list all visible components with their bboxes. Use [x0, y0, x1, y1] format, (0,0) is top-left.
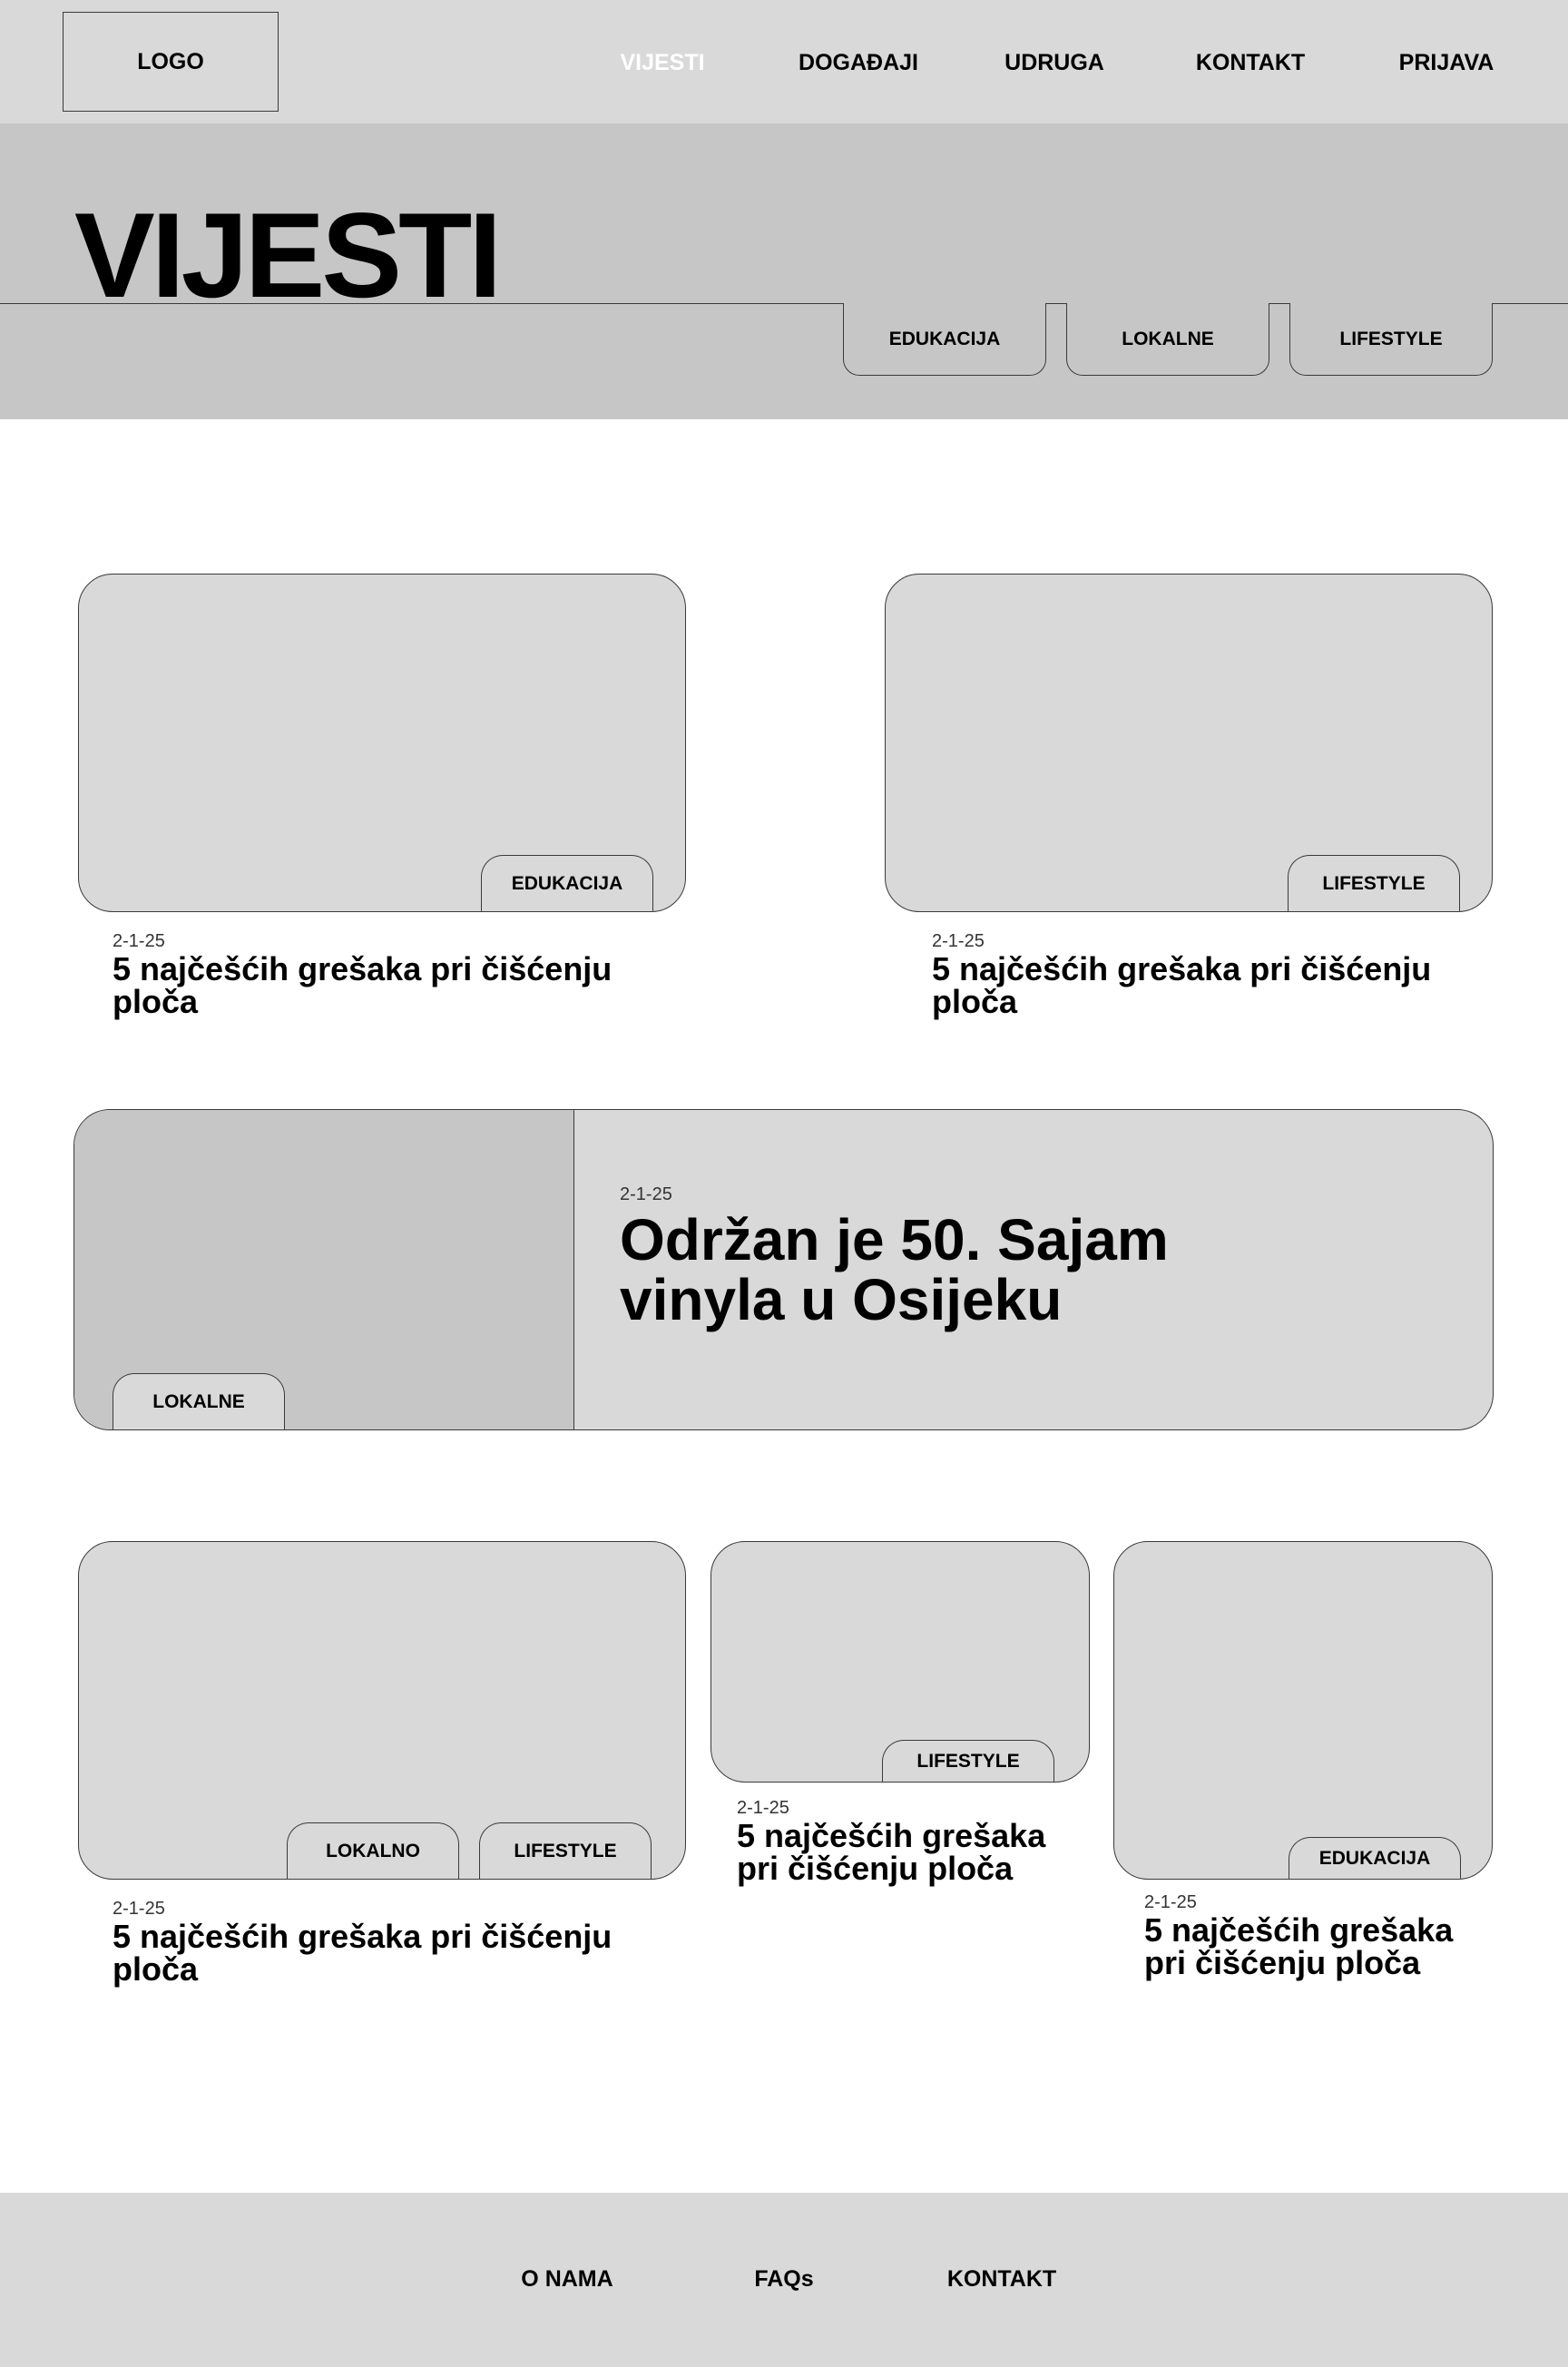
article-title[interactable]: 5 najčešćih grešaka pri čišćenju ploča — [113, 1918, 612, 1988]
nav-prijava[interactable]: PRIJAVA — [1398, 50, 1494, 75]
footer-link-kontakt[interactable]: KONTAKT — [946, 2266, 1057, 2292]
page-title: VIJESTI — [74, 189, 499, 323]
article-image[interactable] — [885, 574, 1493, 912]
tag-lokalne[interactable]: LOKALNE — [113, 1373, 285, 1429]
article-image[interactable] — [710, 1541, 1090, 1783]
article-title[interactable]: 5 najčešćih grešaka pri čišćenju ploča — [932, 950, 1432, 1020]
nav-dogadaji[interactable]: DOGAĐAJI — [799, 50, 918, 75]
article-date: 2-1-25 — [1144, 1892, 1197, 1912]
nav-udruga[interactable]: UDRUGA — [1004, 50, 1104, 75]
featured-article[interactable] — [74, 1109, 1494, 1430]
featured-date: 2-1-25 — [620, 1184, 672, 1204]
tag-edukacija[interactable]: EDUKACIJA — [481, 855, 653, 911]
article-image[interactable] — [1113, 1541, 1493, 1880]
tag-edukacija[interactable]: EDUKACIJA — [1289, 1837, 1461, 1879]
footer-link-faqs[interactable]: FAQs — [754, 2266, 814, 2292]
logo[interactable]: LOGO — [63, 12, 279, 112]
article-title[interactable]: 5 najčešćih grešaka pri čišćenju ploča — [1144, 1911, 1454, 1981]
article-date: 2-1-25 — [113, 931, 165, 951]
article-title[interactable]: 5 najčešćih grešaka pri čišćenju ploča — [113, 950, 612, 1020]
article-date: 2-1-25 — [932, 931, 985, 951]
footer-link-o-nama[interactable]: O NAMA — [521, 2266, 613, 2292]
article-title[interactable]: 5 najčešćih grešaka pri čišćenju ploča — [737, 1817, 1046, 1887]
article-date: 2-1-25 — [737, 1798, 789, 1818]
featured-image — [74, 1110, 574, 1429]
featured-title[interactable]: Održan je 50. Sajam vinyla u Osijeku — [620, 1207, 1169, 1332]
article-image[interactable] — [78, 574, 686, 912]
nav-kontakt[interactable]: KONTAKT — [1195, 50, 1306, 75]
filter-lokalne[interactable]: LOKALNE — [1066, 303, 1269, 376]
tag-lifestyle[interactable]: LIFESTYLE — [882, 1740, 1054, 1782]
article-image[interactable] — [78, 1541, 686, 1880]
tag-lifestyle[interactable]: LIFESTYLE — [479, 1822, 652, 1879]
tag-lifestyle[interactable]: LIFESTYLE — [1288, 855, 1460, 911]
filter-edukacija[interactable]: EDUKACIJA — [843, 303, 1046, 376]
tag-lokalno[interactable]: LOKALNO — [287, 1822, 459, 1879]
filter-lifestyle[interactable]: LIFESTYLE — [1289, 303, 1493, 376]
article-date: 2-1-25 — [113, 1899, 165, 1919]
nav-vijesti[interactable]: VIJESTI — [620, 50, 705, 75]
